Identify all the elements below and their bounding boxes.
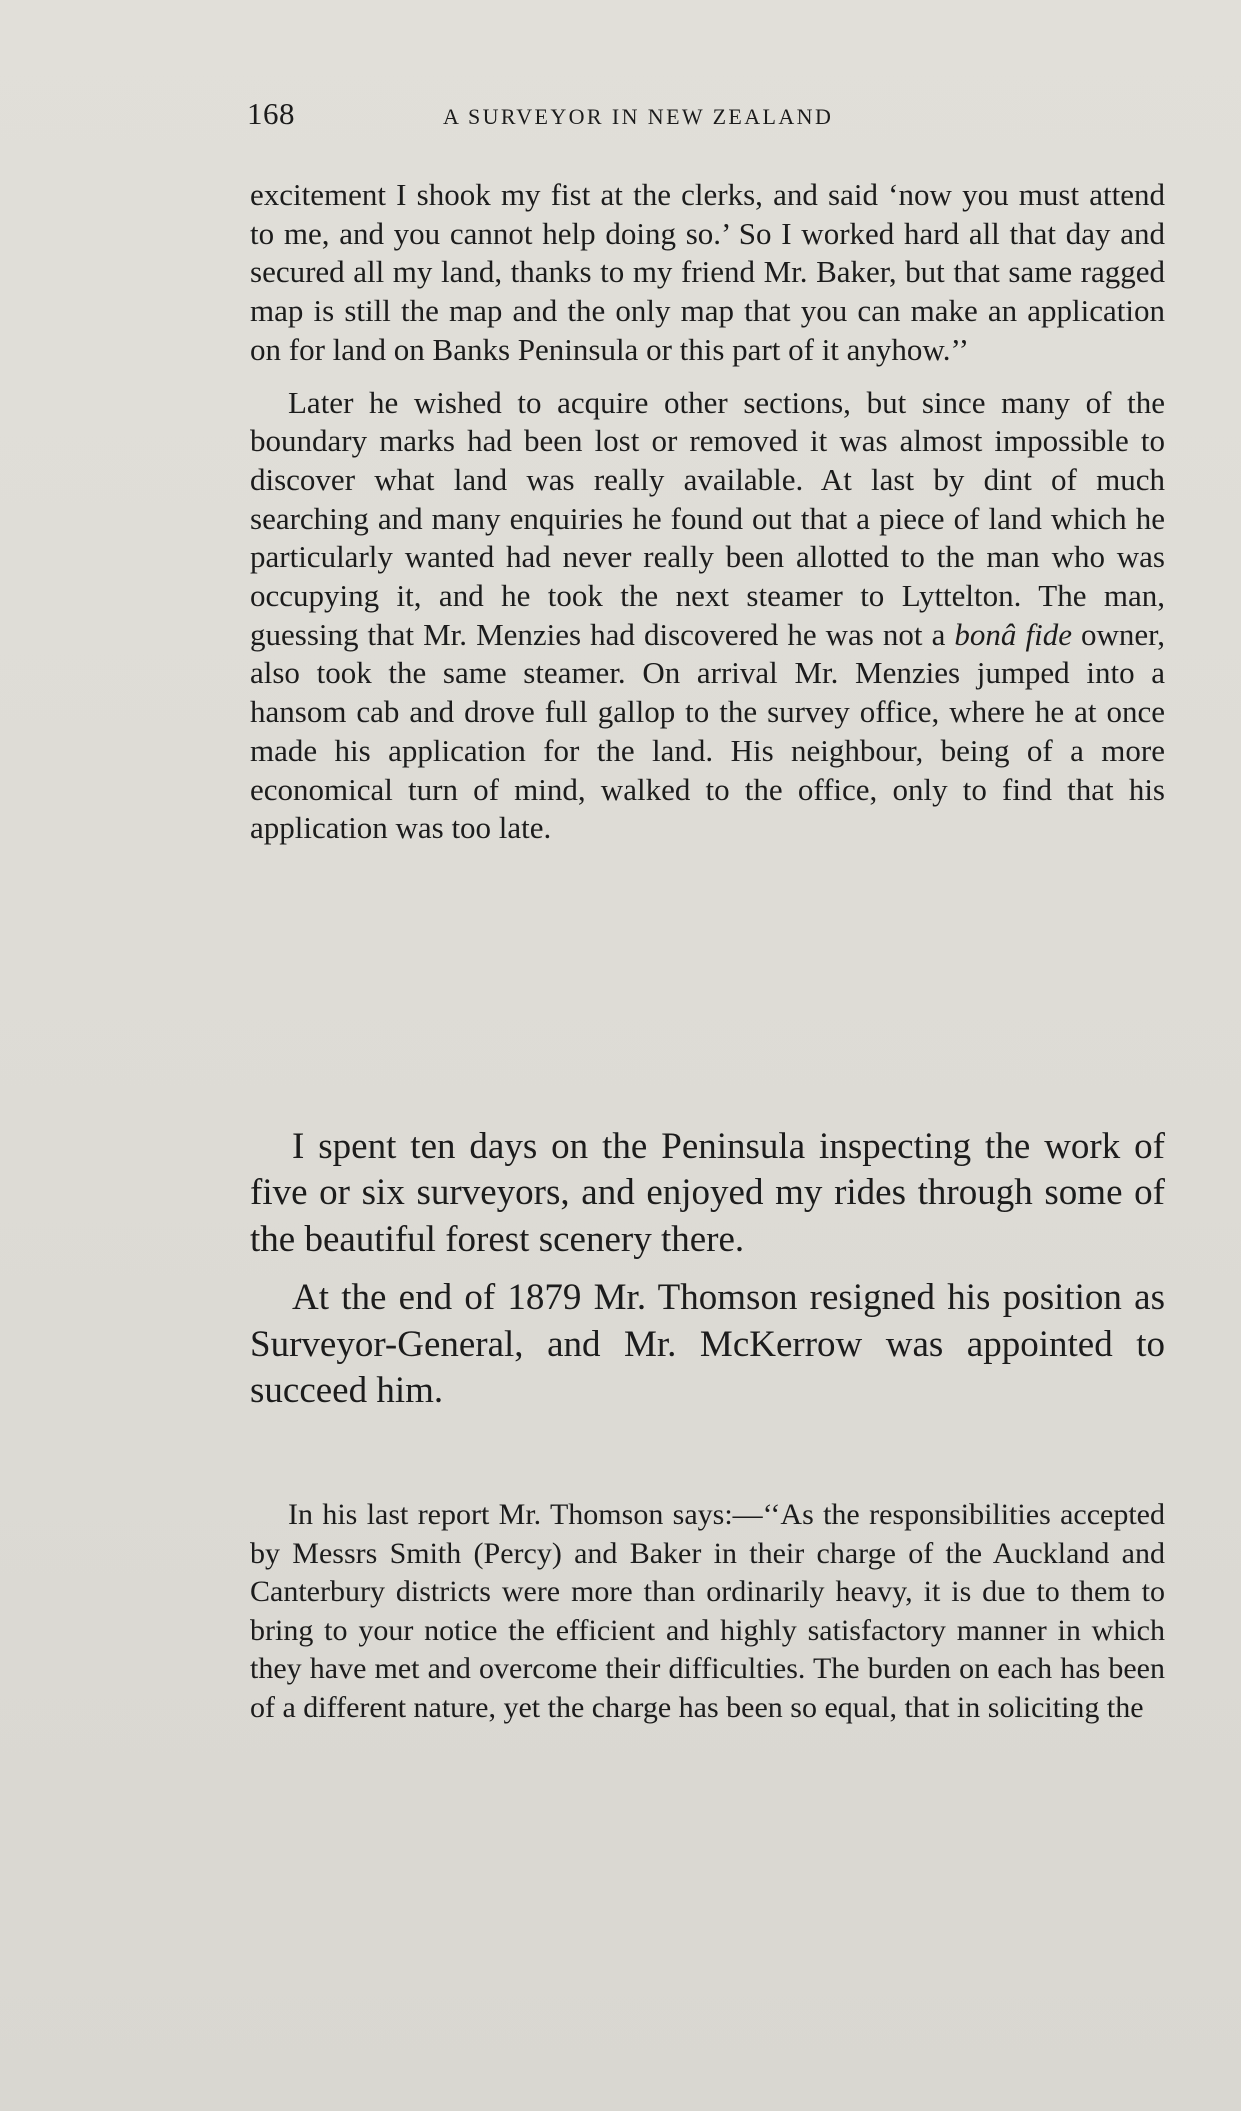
italic-phrase: bonâ fide bbox=[954, 616, 1072, 652]
paragraph: I spent ten days on the Peninsula inspecting the work of five or six surveyors, and enjoyed my rides through some of the beautiful forest scenery there. bbox=[250, 1126, 1165, 1260]
paragraph bbox=[250, 384, 1165, 848]
text-block-second bbox=[250, 1124, 1165, 1414]
running-head: A SURVEYOR IN NEW ZEALAND bbox=[443, 104, 834, 129]
page-number: 168 bbox=[247, 96, 295, 131]
page-header bbox=[247, 96, 1167, 142]
paragraph: excitement I shook my fist at the clerks, and said ‘now you must attend to me, and you cannot help doing so.’ So I worked hard all that day and secured all my land, thanks to my friend Mr. Baker, but that same ragged map is still the map and the only map that you can make an application on for land on Banks Peninsula or this part of it anyhow.’’ bbox=[250, 177, 1165, 367]
paragraph-text: owner, also took the same steamer. On arrival Mr. Menzies jumped into a hansom cab and drove full gallop to the survey office, where he at once made his application for the land. His neighbour, being of a more economical turn of mind, walked to the office, only to find that his application was too late. bbox=[250, 616, 1165, 846]
text-block-third bbox=[250, 1496, 1165, 1728]
paragraph-text: Later he wished to acquire other sections, but since many of the boundary marks had been lost or removed it was almost impossible to discover what land was really available. At last by dint of much searching and many enquiries he found out that a piece of land which he particularly wanted had never really been allotted to the man who was occupying it, and he took the next steamer to Lyttelton. The man, guessing that Mr. Menzies had discovered he was not a bbox=[250, 384, 1165, 652]
paragraph: In his last report Mr. Thomson says:—‘‘As the responsibilities accepted by Messrs Smith (Percy) and Baker in their charge of the Auckland and Canterbury districts were more than ordinarily heavy, it is due to them to bring to your notice the efficient and highly satisfactory manner in which they have met and overcome their difficulties. The burden on each has been of a different nature, yet the charge has been so equal, that in soliciting the bbox=[250, 1498, 1165, 1724]
paragraph: At the end of 1879 Mr. Thomson resigned his position as Surveyor-General, and Mr. McKerrow was appointed to succeed him. bbox=[250, 1277, 1165, 1412]
text-block-first bbox=[250, 176, 1165, 848]
